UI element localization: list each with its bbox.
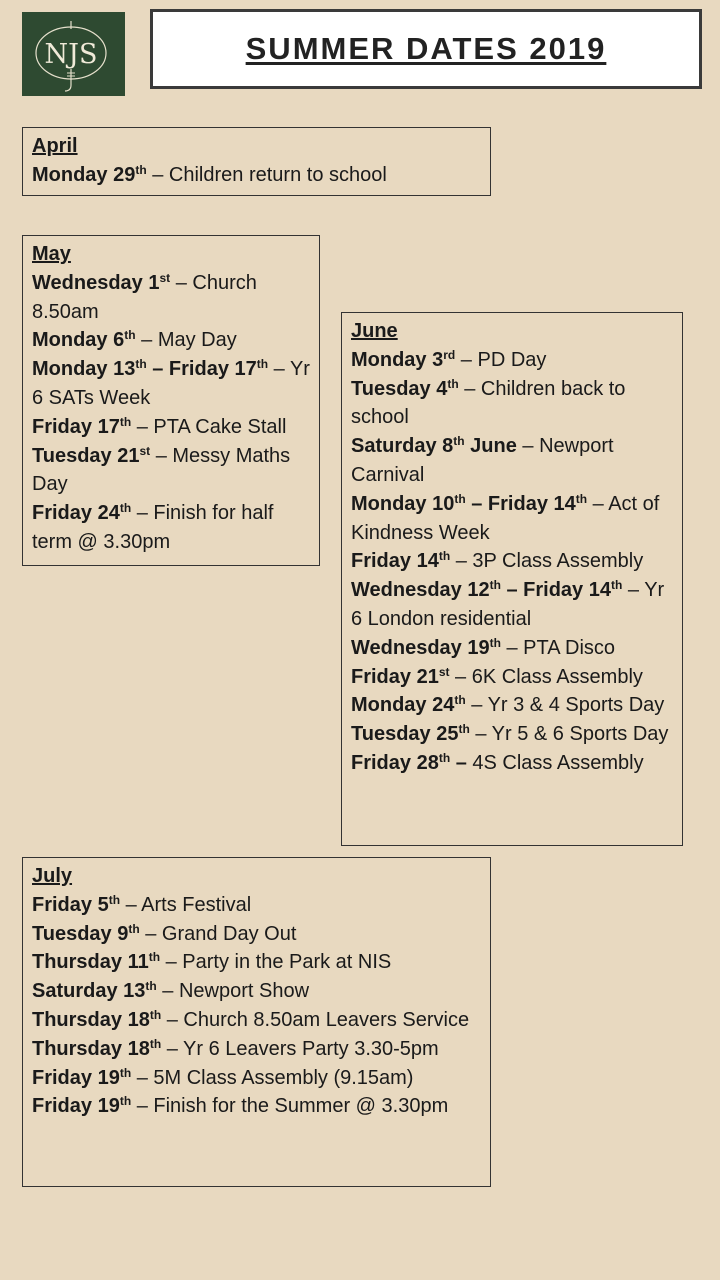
date-entry (32, 413, 310, 442)
entry-date: Tuesday 4 (351, 377, 448, 400)
entry-date: Friday 21 (351, 665, 439, 688)
date-suffix: th (453, 434, 465, 449)
date-entry (351, 749, 673, 778)
april-section (22, 127, 491, 196)
date-entry (32, 499, 310, 557)
date-entry (351, 576, 673, 634)
date-entry (32, 920, 481, 949)
entry-description: – Newport Carnival (351, 435, 614, 486)
entry-date: Saturday 8 (351, 435, 454, 458)
date-entry (32, 442, 310, 500)
entry-description: – PTA Disco (500, 636, 616, 659)
date-suffix: th (119, 1094, 132, 1109)
date-entry (32, 891, 481, 920)
entry-date-end: – Friday 17 (146, 358, 257, 381)
date-entry (32, 326, 310, 355)
title-box (150, 9, 702, 89)
entry-date-end: – (450, 751, 467, 774)
date-suffix: th (135, 357, 147, 372)
may-heading: May (32, 243, 71, 265)
date-entry (351, 432, 673, 490)
date-entry (32, 1064, 481, 1093)
entry-date: Tuesday 9 (32, 922, 129, 945)
entry-date: Saturday 13 (32, 980, 146, 1003)
entry-date: Wednesday 12 (351, 579, 490, 602)
entry-description: – Yr 6 London residential (351, 579, 665, 630)
date-suffix: th (149, 1007, 162, 1022)
date-suffix: th (145, 979, 157, 994)
entry-date: Friday 24 (32, 502, 120, 525)
entry-description: – May Day (135, 329, 237, 352)
logo-letters: NJS (44, 39, 97, 70)
june-section (341, 312, 683, 846)
june-heading: June (351, 320, 398, 342)
entry-description: – PTA Cake Stall (131, 415, 287, 438)
date-suffix: th (489, 578, 501, 593)
entry-date: Friday 5 (32, 893, 109, 916)
entry-date-end: – Friday 14 (465, 492, 576, 515)
entry-date: Wednesday 19 (351, 636, 490, 659)
entry-date: Monday 29 (32, 163, 136, 186)
may-section (22, 235, 320, 566)
date-suffix: st (438, 664, 450, 679)
entry-description: – 3P Class Assembly (450, 550, 644, 573)
july-list (32, 891, 481, 1121)
date-suffix: th (489, 635, 501, 650)
date-suffix: th (458, 722, 470, 737)
date-entry (351, 375, 673, 433)
entry-description: – Newport Show (156, 980, 310, 1003)
june-list (351, 346, 673, 778)
date-suffix: th (575, 491, 588, 506)
entry-date: Friday 19 (32, 1066, 120, 1089)
entry-date: Monday 24 (351, 694, 455, 717)
entry-date-end: – Friday 14 (500, 579, 611, 602)
entry-description: – 5M Class Assembly (9.15am) (131, 1066, 414, 1089)
date-entry (351, 547, 673, 576)
july-heading: July (32, 865, 73, 887)
entry-description: – Party in the Park at NIS (160, 951, 392, 974)
entry-date: Monday 13 (32, 358, 136, 381)
entry-description: – Yr 5 & 6 Sports Day (469, 723, 669, 746)
entry-description: – Yr 3 & 4 Sports Day (465, 694, 665, 717)
entry-date: Tuesday 21 (32, 444, 140, 467)
entry-description: – Children return to school (146, 163, 387, 186)
entry-description: – Church 8.50am Leavers Service (161, 1008, 470, 1031)
entry-date: Monday 6 (32, 329, 125, 352)
date-entry (351, 691, 673, 720)
date-suffix: st (159, 270, 171, 285)
date-suffix: st (139, 443, 151, 458)
entry-description: – Children back to school (351, 377, 626, 429)
date-suffix: th (438, 549, 451, 564)
entry-description: – 6K Class Assembly (449, 665, 643, 688)
date-suffix: th (119, 1065, 132, 1080)
date-entry (32, 977, 481, 1006)
date-entry (32, 948, 481, 977)
entry-description: – Finish for the Summer @ 3.30pm (131, 1095, 449, 1118)
entry-description: – Messy Maths Day (32, 444, 291, 496)
july-section (22, 857, 491, 1187)
entry-description: – PD Day (455, 348, 547, 371)
date-suffix: th (438, 750, 451, 765)
date-entry (351, 720, 673, 749)
entry-date: Friday 28 (351, 751, 439, 774)
date-entry (32, 161, 481, 190)
april-list (32, 161, 481, 190)
date-entry (32, 1092, 481, 1121)
entry-description: – Finish for half term @ 3.30pm (32, 502, 274, 553)
date-suffix: th (447, 376, 459, 391)
date-entry (32, 1006, 481, 1035)
date-suffix: th (454, 693, 466, 708)
entry-date: Tuesday 25 (351, 723, 459, 746)
entry-description: – Arts Festival (120, 893, 252, 916)
date-suffix: th (119, 501, 132, 516)
date-entry (351, 634, 673, 663)
date-entry (32, 355, 310, 413)
entry-date: Monday 3 (351, 348, 444, 371)
entry-date: Thursday 18 (32, 1037, 150, 1060)
entry-description: – Grand Day Out (139, 922, 297, 945)
date-suffix: th (148, 950, 161, 965)
date-suffix: th (128, 921, 140, 936)
page-title: SUMMER DATES 2019 (245, 31, 607, 66)
date-entry (32, 269, 310, 327)
entry-date: Monday 10 (351, 492, 455, 515)
entry-date: Thursday 11 (32, 951, 149, 974)
entry-date: Thursday 18 (32, 1008, 150, 1031)
date-suffix: th (108, 892, 121, 907)
school-logo (22, 12, 125, 96)
date-suffix: th (256, 357, 269, 372)
entry-description: – Church 8.50am (32, 271, 257, 323)
entry-date: Friday 14 (351, 550, 439, 573)
date-suffix: th (610, 578, 623, 593)
date-suffix: th (149, 1036, 162, 1051)
entry-date: Wednesday 1 (32, 271, 160, 294)
date-entry (351, 346, 673, 375)
date-suffix: th (135, 162, 147, 177)
date-suffix: th (454, 491, 466, 506)
date-suffix: rd (443, 347, 456, 362)
april-heading: April (32, 135, 78, 157)
entry-description: – Yr 6 Leavers Party 3.30-5pm (161, 1037, 439, 1060)
entry-date-end: June (464, 435, 517, 458)
date-suffix: th (124, 328, 136, 343)
entry-date: Friday 19 (32, 1095, 120, 1118)
date-entry (351, 490, 673, 548)
entry-description: – Act of Kindness Week (351, 492, 660, 544)
entry-description: 4S Class Assembly (466, 751, 644, 774)
entry-description: – Yr 6 SATs Week (32, 358, 310, 409)
entry-date: Friday 17 (32, 415, 120, 438)
date-entry (32, 1035, 481, 1064)
date-suffix: th (119, 414, 132, 429)
date-entry (351, 663, 673, 692)
may-list (32, 269, 310, 557)
